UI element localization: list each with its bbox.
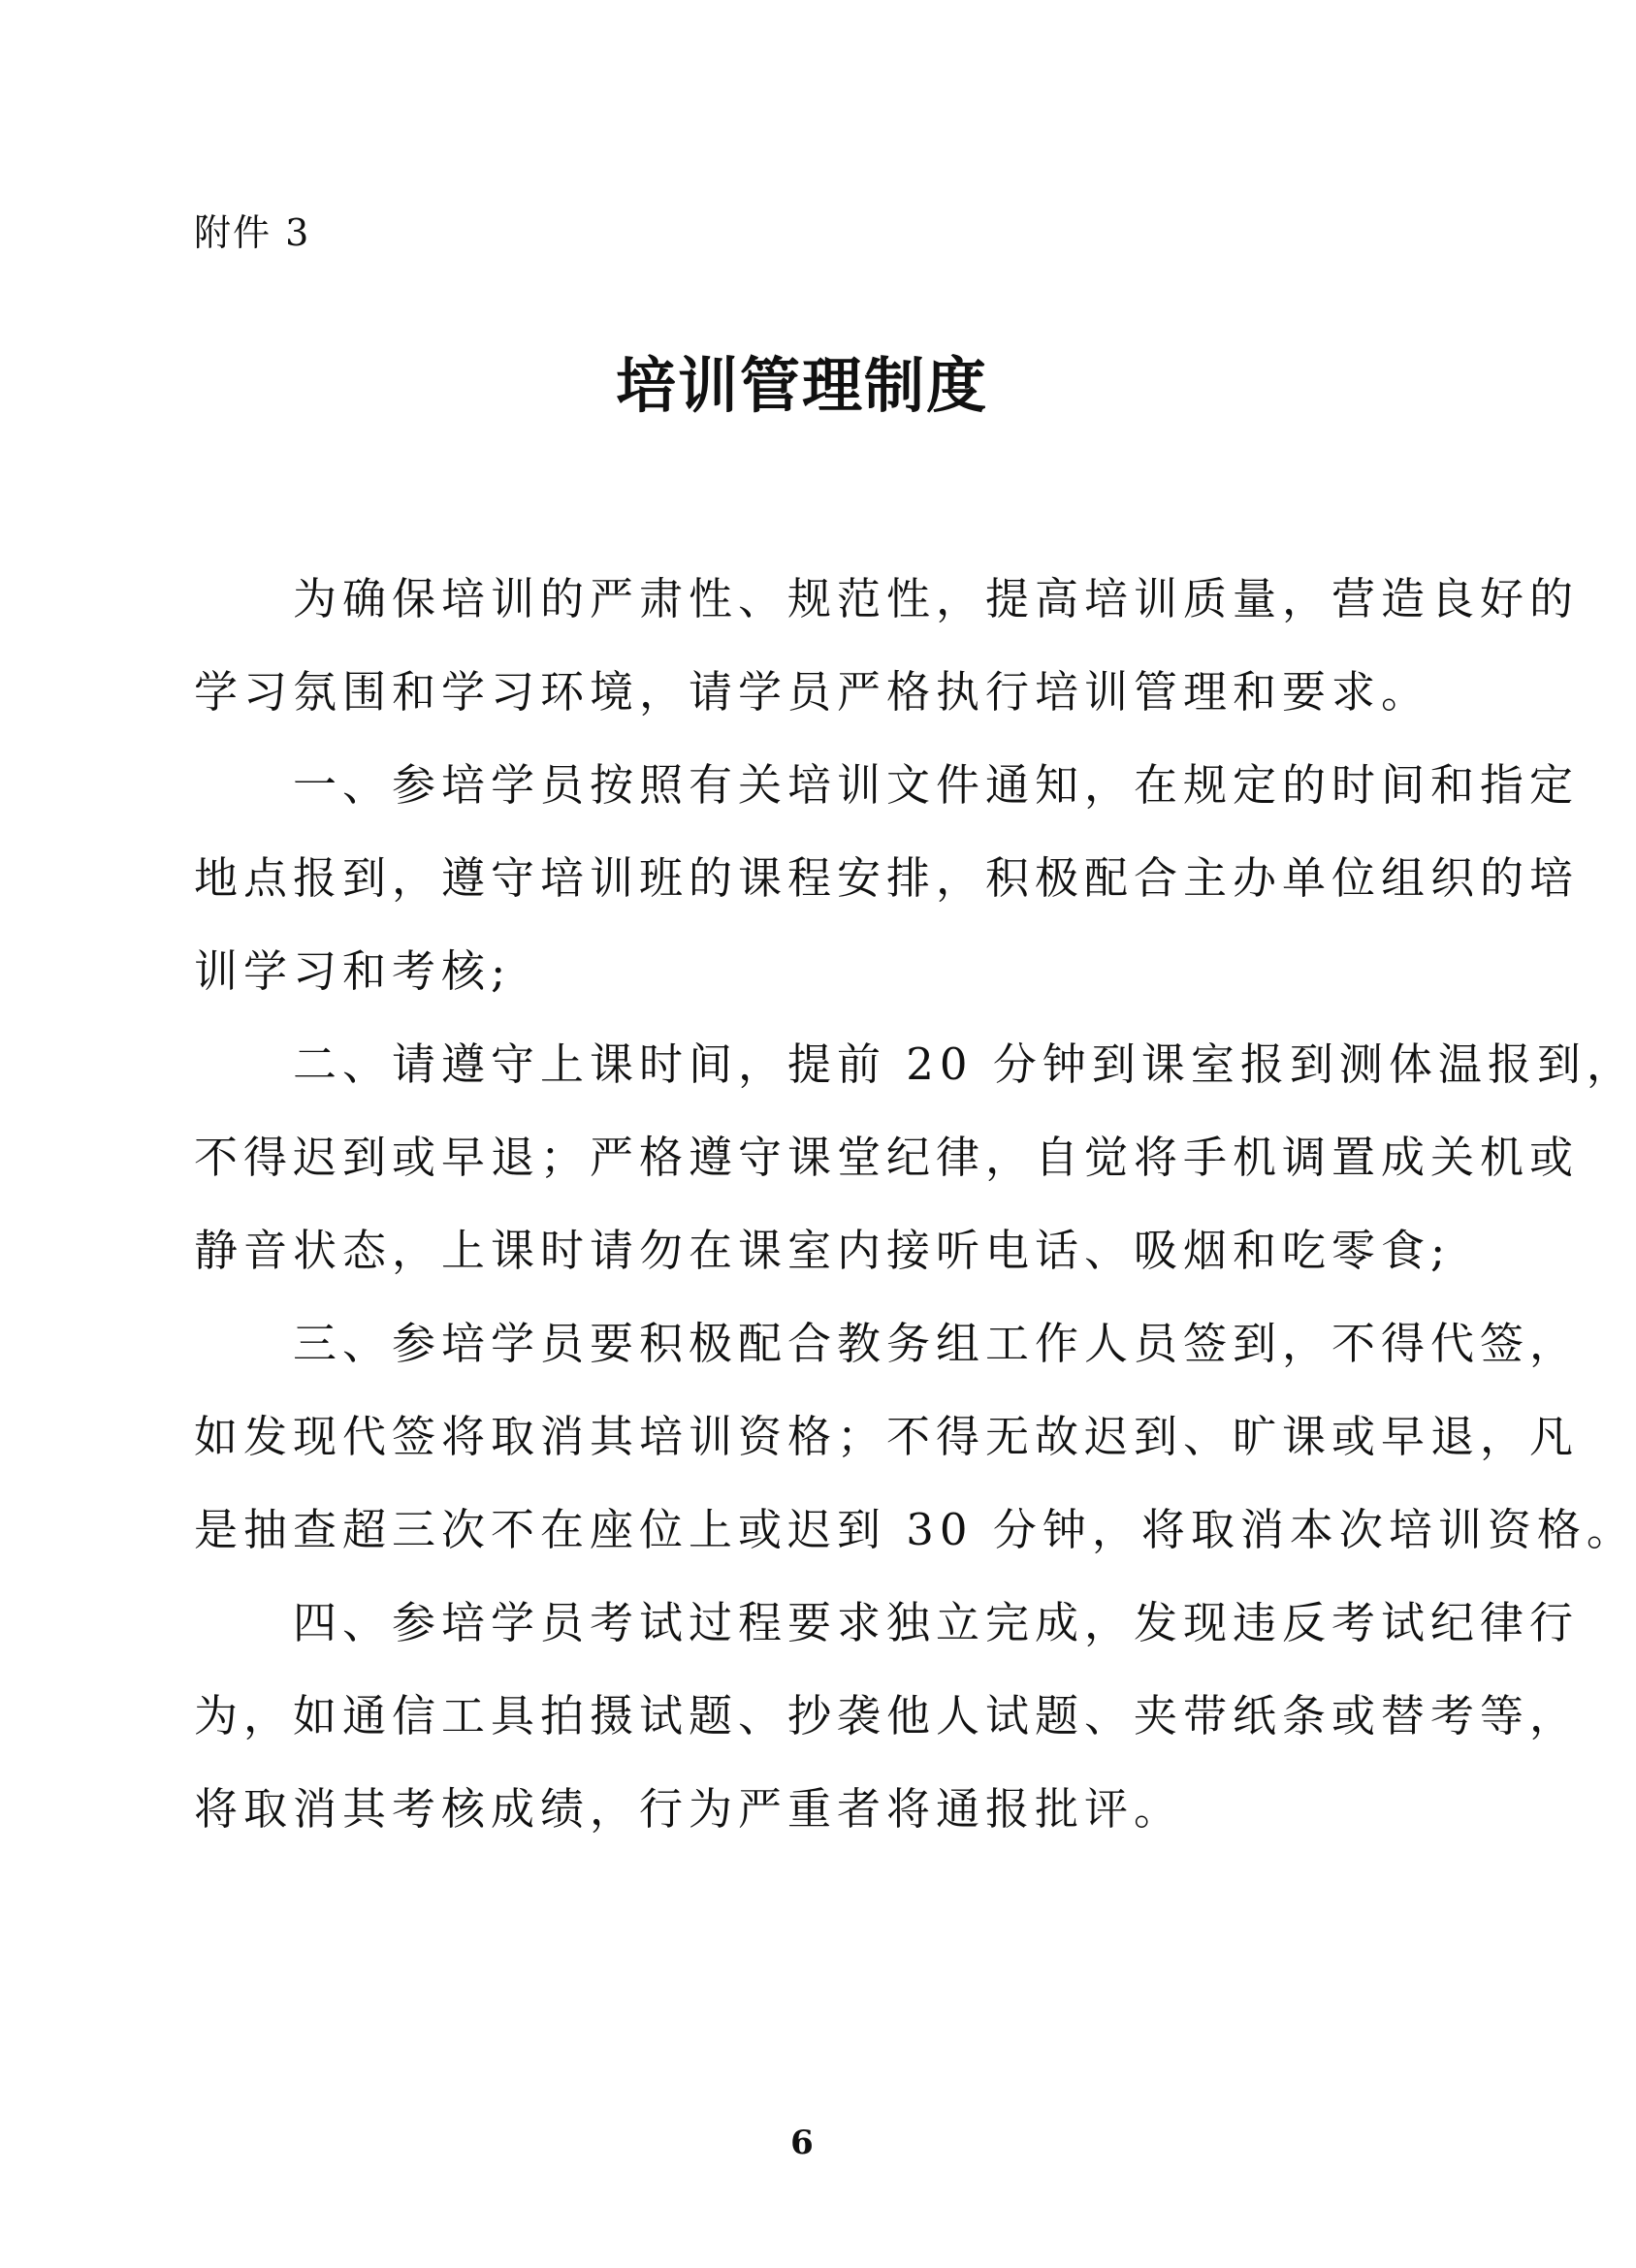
body-line: 不得迟到或早退；严格遵守课堂纪律，自觉将手机调置成关机或 <box>194 1132 1580 1183</box>
body-line: 将取消其考核成绩，行为严重者将通报批评。 <box>194 1783 1184 1835</box>
body-line: 如发现代签将取消其培训资格；不得无故迟到、旷课或早退，凡 <box>194 1411 1580 1462</box>
attachment-label: 附件 3 <box>194 211 311 254</box>
body-line: 训学习和考核; <box>194 945 512 997</box>
body-line: 静音状态，上课时请勿在课室内接听电话、吸烟和吃零食; <box>194 1225 1452 1276</box>
page-number: 6 <box>790 2124 814 2162</box>
body-line: 二、请遵守上课时间，提前 20 分钟到课室报到测体温报到， <box>194 1038 1636 1090</box>
document-body <box>194 553 1636 1856</box>
body-line: 为确保培训的严肃性、规范性，提高培训质量，营造良好的 <box>194 573 1580 624</box>
body-line: 为，如通信工具拍摄试题、抄袭他人试题、夹带纸条或替考等， <box>194 1690 1580 1741</box>
body-line: 地点报到，遵守培训班的课程安排，积极配合主办单位组织的培 <box>194 852 1580 904</box>
body-line: 四、参培学员考试过程要求独立完成，发现违反考试纪律行 <box>194 1597 1580 1648</box>
body-line: 是抽查超三次不在座位上或迟到 30 分钟，将取消本次培训资格。 <box>194 1504 1636 1555</box>
body-line: 三、参培学员要积极配合教务组工作人员签到，不得代签， <box>194 1318 1580 1369</box>
document-title: 培训管理制度 <box>615 350 988 421</box>
body-line: 一、参培学员按照有关培训文件通知，在规定的时间和指定 <box>194 759 1580 811</box>
body-line: 学习氛围和学习环境，请学员严格执行培训管理和要求。 <box>194 666 1431 718</box>
